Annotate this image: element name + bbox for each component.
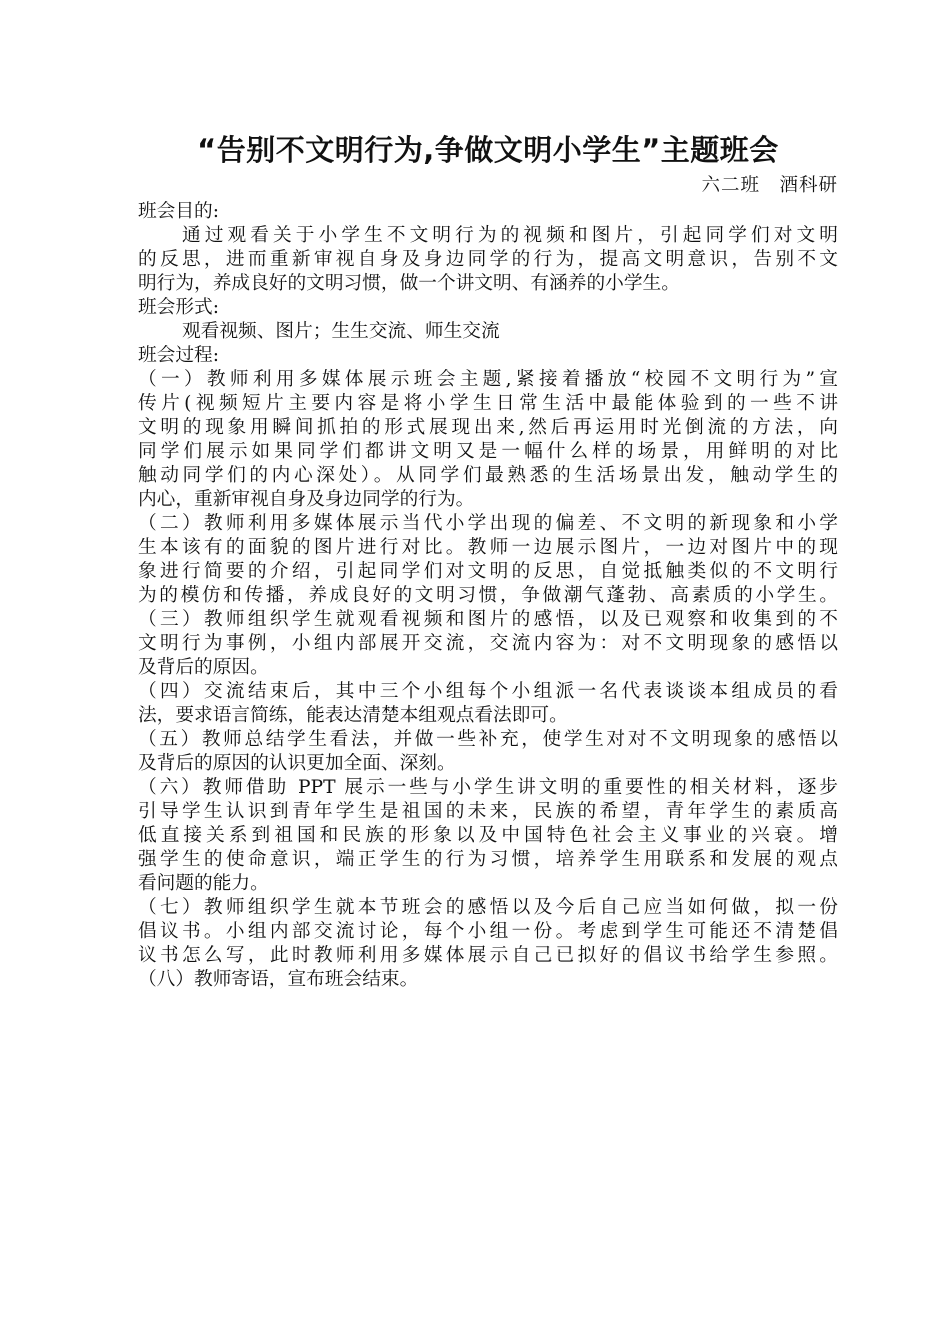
process-step-7-line: 倡议书。小组内部交流讨论，每个小组一份。考虑到学生可能还不清楚倡	[138, 921, 838, 942]
document-author: 六二班 酒科研	[701, 175, 838, 196]
process-step-6-line: 引导学生认识到青年学生是祖国的未来，民族的希望，青年学生的素质高	[138, 801, 838, 822]
process-step-2-line: 为的模仿和传播，养成良好的文明习惯，争做潮气蓬勃、高素质的小学生。	[138, 585, 838, 606]
process-step-1-line: 文明的现象用瞬间抓拍的形式展现出来,然后再运用时光倒流的方法，向	[138, 417, 838, 438]
process-step-6-line: 低直接关系到祖国和民族的形象以及中国特色社会主义事业的兴衰。增	[138, 825, 838, 846]
process-step-6-line: （六）教师借助 PPT 展示一些与小学生讲文明的重要性的相关材料，逐步	[138, 777, 838, 798]
process-step-5-line: 及背后的原因的认识更加全面、深刻。	[138, 753, 456, 774]
process-step-3-line: （三）教师组织学生就观看视频和图片的感悟，以及已观察和收集到的不	[138, 609, 838, 630]
process-step-1-line: 触动同学们的内心深处）。从同学们最熟悉的生活场景出发，触动学生的	[138, 465, 838, 486]
process-step-3-line: 文明行为事例，小组内部展开交流，交流内容为：对不文明现象的感悟以	[138, 633, 838, 654]
process-step-8-line: （八）教师寄语，宣布班会结束。	[138, 969, 419, 990]
process-step-5-line: （五）教师总结学生看法，并做一些补充，使学生对对不文明现象的感悟以	[138, 729, 838, 750]
process-step-2-line: （二）教师利用多媒体展示当代小学出现的偏差、不文明的新现象和小学	[138, 513, 838, 534]
process-label: 班会过程:	[138, 345, 220, 366]
process-step-7-line: （七）教师组织学生就本节班会的感悟以及今后自己应当如何做，拟一份	[138, 897, 838, 918]
process-step-1-line: 内心，重新审视自身及身边同学的行为。	[138, 489, 475, 510]
format-label: 班会形式:	[138, 297, 220, 318]
purpose-line: 明行为，养成良好的文明习惯，做一个讲文明、有涵养的小学生。	[138, 273, 680, 294]
process-step-1-line: 同学们展示如果同学们都讲文明又是一幅什么样的场景，用鲜明的对比	[138, 441, 838, 462]
format-text: 观看视频、图片；生生交流、师生交流	[182, 321, 500, 342]
process-step-7-line: 议书怎么写，此时教师利用多媒体展示自己已拟好的倡议书给学生参照。	[138, 945, 838, 966]
purpose-line: 通过观看关于小学生不文明行为的视频和图片，引起同学们对文明	[182, 225, 838, 246]
process-step-1-line: （一）教师利用多媒体展示班会主题,紧接着播放“校园不文明行为”宣	[138, 369, 838, 390]
process-step-6-line: 看问题的能力。	[138, 873, 269, 894]
process-step-2-line: 生本该有的面貌的图片进行对比。教师一边展示图片，一边对图片中的现	[138, 537, 838, 558]
purpose-label: 班会目的:	[138, 201, 220, 222]
process-step-1-line: 传片(视频短片主要内容是将小学生日常生活中最能体验到的一些不讲	[138, 393, 838, 414]
process-step-2-line: 象进行简要的介绍，引起同学们对文明的反思，自觉抵触类似的不文明行	[138, 561, 838, 582]
process-step-3-line: 及背后的原因。	[138, 657, 269, 678]
purpose-line: 的反思，进而重新审视自身及身边同学的行为，提高文明意识，告别不文	[138, 249, 838, 270]
process-step-4-line: 法，要求语言简练，能表达清楚本组观点看法即可。	[138, 705, 568, 726]
process-step-4-line: （四）交流结束后，其中三个小组每个小组派一名代表谈谈本组成员的看	[138, 681, 838, 702]
document-page	[138, 128, 838, 992]
process-step-6-line: 强学生的使命意识，端正学生的行为习惯，培养学生用联系和发展的观点	[138, 849, 838, 870]
document-title: “告别不文明行为,争做文明小学生”主题班会	[197, 133, 779, 167]
